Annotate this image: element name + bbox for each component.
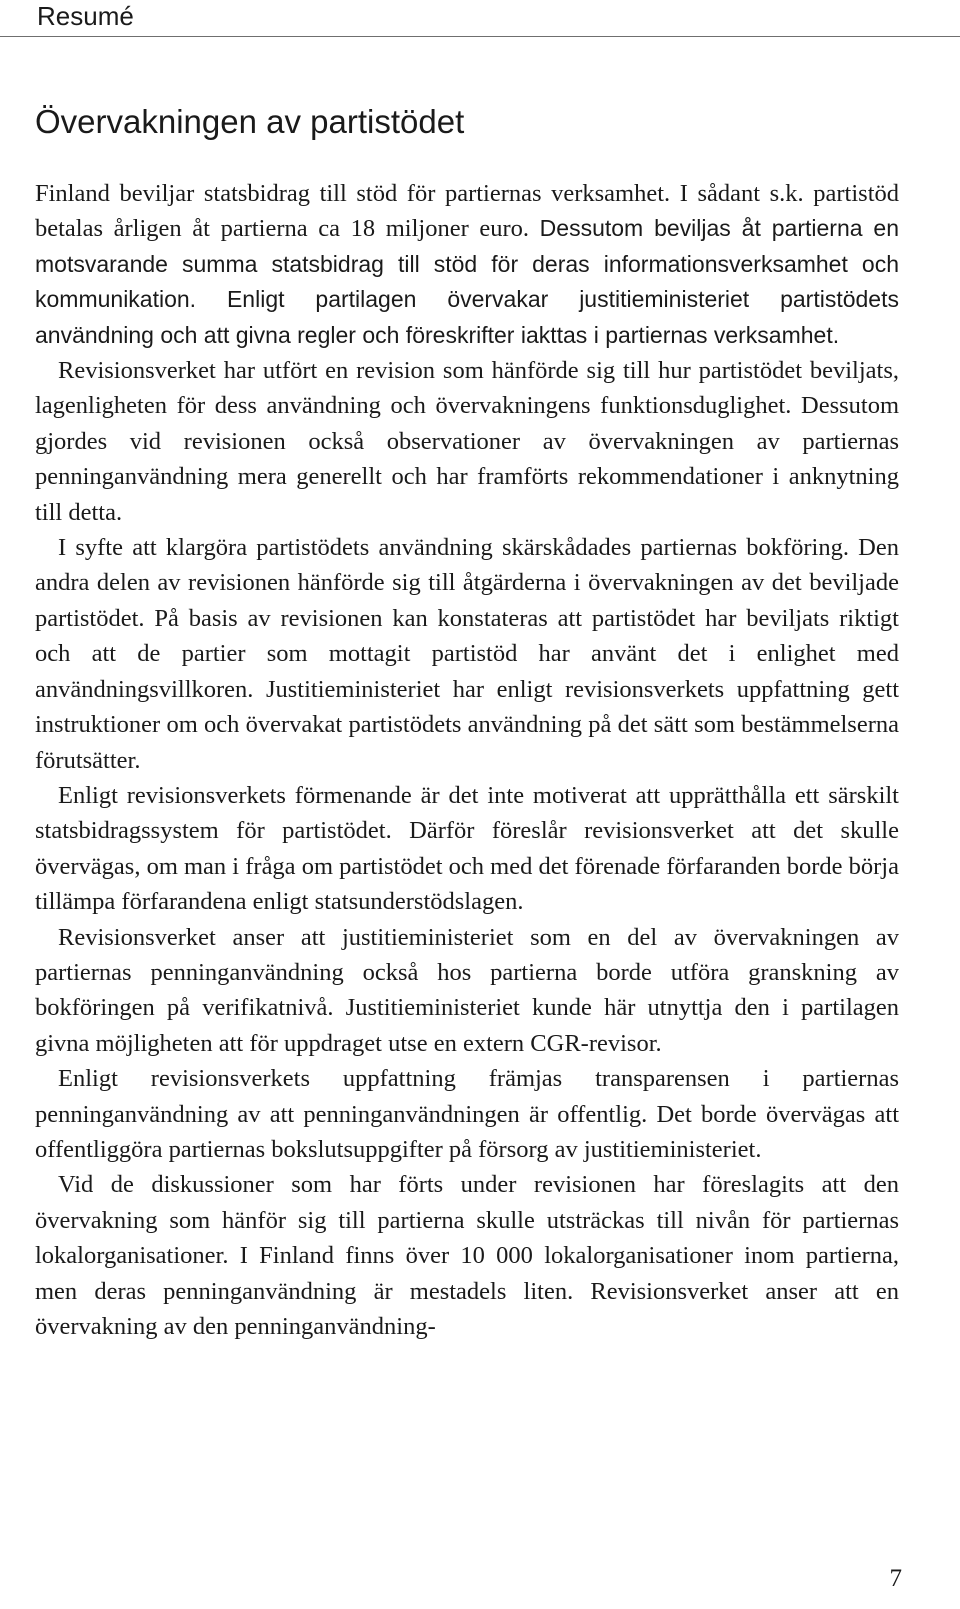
paragraph-6: Enligt revisionsverkets uppfattning främjas transparensen i partiernas penninganvändning av att penninganvändningen är offentlig. Det borde övervägas att offentliggöra partiernas bokslutsuppgifter på försorg av justitieministeriet. xyxy=(35,1065,899,1163)
paragraph-4: Enligt revisionsverkets förmenande är det inte motiverat att upprätthålla ett särskilt statsbidragssystem för partistödet. Därför föreslår revisionsverket att det skulle övervägas, om man i fråga om partistödet och med det förenade förfaranden borde börja tillämpa förfarandena enligt statsunderstödslagen. xyxy=(35,781,899,916)
paragraph-1-sans: Dessutom beviljas åt partierna en motsvarande summa statsbidrag till stöd för deras informationsverksamhet och kommunikation. Enligt partilagen övervakar justitieministeriet partistödets användning och att givna regler och föreskrifter iakttas i partiernas verksamhet. xyxy=(35,215,899,348)
paragraph-7: Vid de diskussioner som har förts under revisionen har föreslagits att den övervakning som hänför sig till partierna skulle utsträckas till nivån för partiernas lokalorganisationer. I Finland finns över 10 000 lokalorganisationer inom partierna, men deras penninganvändning är mestadels liten. Revisionsverket anser att en övervakning av den penninganvändning- xyxy=(35,1171,899,1340)
running-header xyxy=(0,0,960,37)
section-label: Resumé xyxy=(37,1,134,31)
paragraph-3: I syfte att klargöra partistödets användning skärskådades partiernas bokföring. Den andra delen av revisionen hänförde sig till åtgärderna i övervakningen av det beviljade partistödet. På basis av revisionen kan konstateras att partistödet har beviljats riktigt och att de partier som mottagit partistöd har använt det i enlighet med användningsvillkoren. Justitieministeriet har enligt revisionsverkets uppfattning gett instruktioner om och övervakat partistödets användning på det sätt som bestämmelserna förutsätter. xyxy=(35,534,899,774)
paragraph-1-serif: Finland beviljar statsbidrag till stöd för partiernas verksamhet. I sådant s.k. partistöd betalas årligen åt partierna ca 18 miljoner euro. xyxy=(35,180,899,243)
body-text xyxy=(35,176,899,1344)
paragraph-1 xyxy=(35,176,899,353)
page-title: Övervakningen av partistödet xyxy=(35,103,465,140)
paragraph-5: Revisionsverket anser att justitieministeriet som en del av övervakningen av partiernas penninganvändning också hos partierna borde utföra granskning av bokföringen på verifikatnivå. Justitieministeriet kunde här utnyttja den i partilagen givna möjligheten att för uppdraget utse en extern CGR-revisor. xyxy=(35,923,899,1057)
paragraph-2: Revisionsverket har utfört en revision som hänförde sig till hur partistödet beviljats, lagenligheten för dess användning och övervakningens funktionsduglighet. Dessutom gjordes vid revisionen också observationer av övervakningen av partiernas penninganvändning mera generellt och har framförts rekommendationer i anknytning till detta. xyxy=(35,357,899,526)
page-number: 7 xyxy=(889,1565,902,1592)
